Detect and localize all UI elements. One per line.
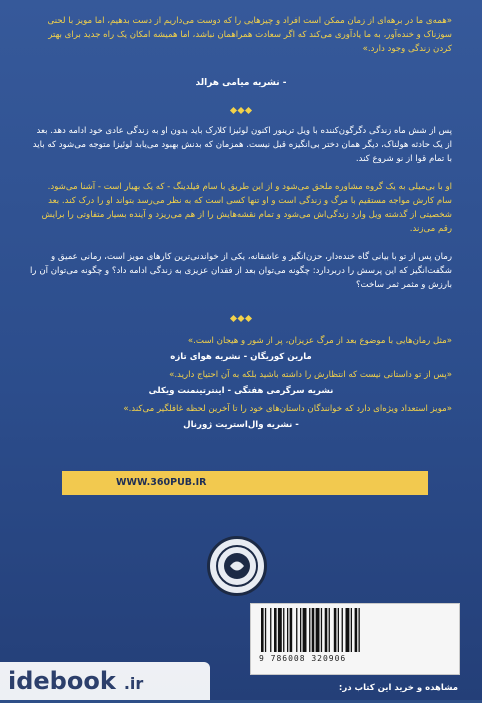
synopsis-p1: پس از شش ماه زندگی دگرگون‌کننده با ویل ترینور اکنون لوئیزا کلارک باید بدون او به زندگی عادی خود ادامه دهد. بعد از یک حادثه هولناک، دیگر همان دختر بی‌انگیزه قبل نیست. همزمان که بدنش بهبود می‌یابد لوئیزا متوجه می‌شود که باید با تمام قوا از نو شروع کند. [32,126,452,164]
barcode-icon [259,608,429,652]
synopsis-p2: او با بی‌میلی به یک گروه مشاوره ملحق می‌شود و از این طریق با سام فیلدینگ - که یک بهیار است - آشنا می‌شود. سام کارش مواجه مستقیم با مرگ و زندگی است و او تنها کسی است که به نظر می‌رسد بتواند او را درک کند. بعد شخصیتی از گذشته ویل وارد زندگی‌اش می‌شود و تمام نقشه‌هایش را از هم می‌ریزد و آینده بسیار متفاوتی را برایش رقم می‌زند. [41,182,452,234]
synopsis-p3: رمان پس از تو با بیانی گاه خنده‌دار، حزن‌انگیز و عاشقانه، یکی از خواندنی‌ترین کارهای مویز است، رمانی عمیق و شگفت‌انگیز که این پرسش را دربردارد: چگونه می‌توان بعد از فقدان عزیزی به زندگی ادامه داد؟ و چگونه می‌توان آن را بارزش و مثمر ثمر ساخت؟ [30,252,452,290]
ornament-icon [228,104,254,118]
review-quote-2: «پس از تو داستانی نیست که انتظارش را داشته باشید بلکه به آن احتیاج دارید.» [169,370,452,380]
website-banner[interactable]: WWW.360PUB.IR [62,471,428,495]
quote-block-1 [30,14,452,56]
review-quote-3: «مویز استعداد ویژه‌ای دارد که خوانندگان داستان‌های خود را تا آخرین لحظه غافلگیر می‌کند.» [123,404,452,414]
quote-source: - نشریه میامی هرالد [195,78,287,88]
buy-label: مشاهده و خرید این کتاب در: [338,683,458,693]
review-quote-1: «مثل رمان‌هایی با موضوع بعد از مرگ عزیزان، پر از شور و هیجان است.» [187,336,452,346]
review-source-2: نشریه سرگرمی هفتگی - اینترتینمنت ویکلی [148,386,334,396]
watermark-name: idebook [8,667,116,695]
quote-text: «همه‌ی ما در برهه‌ای از زمان ممکن است افراد و چیزهایی را که دوست می‌داریم از دست بدهیم، اما مویز با لحنی سوزناک و خنده‌آور، به ما یادآوری می‌کند که اگر سعادت همراهمان نباشد، اما همیشه امکان یک راه جدید برای بهتر کردن زندگی وجود دارد.» [47,16,452,54]
isbn-number: 9 786008 320906 [259,654,347,663]
review-source-3: - نشریه وال‌استریت ژورنال [183,420,299,430]
barcode [250,603,460,675]
watermark-tld: .ir [123,674,144,693]
publisher-logo [207,536,267,596]
ornament-icon [228,312,254,326]
watermark-logo [0,662,210,700]
review-source-1: مارین کوریگان - نشریه هوای تازه [170,352,312,362]
